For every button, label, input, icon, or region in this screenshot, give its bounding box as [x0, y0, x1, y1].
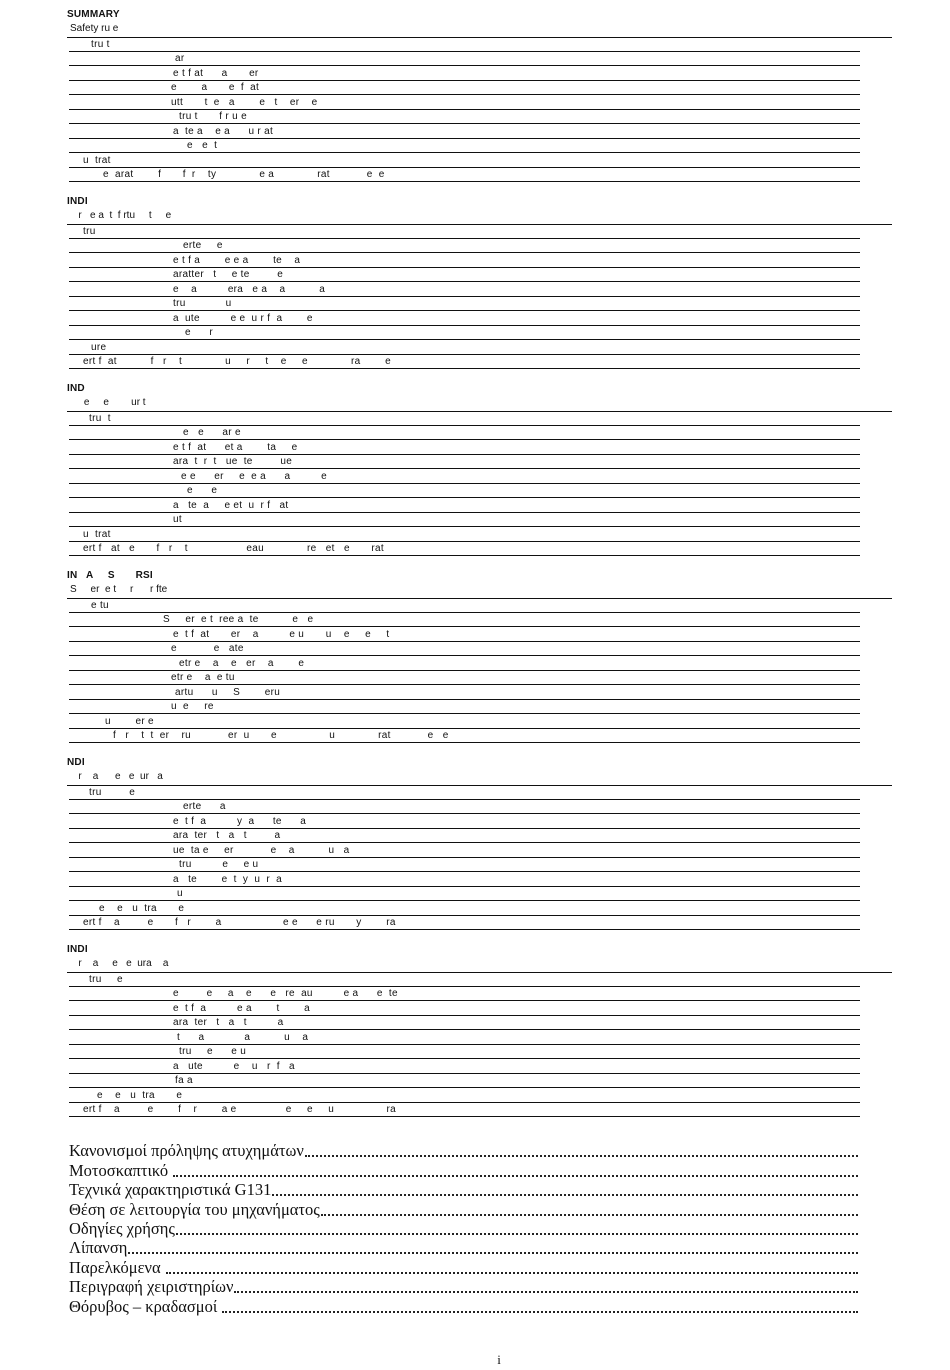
section-subheading: S er e t r r fte: [70, 584, 168, 595]
row-text: e t f a e a t a: [173, 1002, 311, 1014]
row-text: erte a: [183, 801, 226, 812]
section-subheading: r e a t f rtu t e: [70, 210, 172, 221]
row-text: tru e e u: [179, 1046, 247, 1057]
table-row: [69, 1059, 860, 1074]
row-text: erte e: [183, 240, 223, 251]
row-text: e a era e a a a: [173, 283, 326, 295]
row-text: e r: [185, 327, 213, 338]
table-row: [69, 656, 860, 671]
section-subheading: r a e e ur a: [70, 771, 163, 782]
table-row: [69, 714, 860, 729]
row-text: u er e: [105, 715, 154, 727]
toc-entry-label: Μοτοσκαπτικό: [69, 1160, 173, 1180]
table-row: [69, 469, 860, 484]
row-text: a ute e e u r f a e: [173, 312, 313, 324]
row-text: e a e f at: [171, 82, 260, 93]
toc-leader-dots: [321, 1214, 858, 1216]
row-text: u trat: [83, 528, 111, 540]
table-row: [69, 224, 860, 239]
row-text: e e ate: [171, 643, 244, 654]
table-row: [69, 598, 860, 613]
row-text: tru t f r u e: [179, 111, 247, 122]
row-text: a ute e u r f a: [173, 1060, 295, 1072]
section-heading: IND: [67, 383, 85, 394]
table-row: [69, 800, 860, 815]
table-row: [69, 326, 860, 341]
row-text: e t f a e e a te a: [173, 254, 301, 266]
toc-leader-dots: [272, 1194, 858, 1196]
row-text: tru t: [91, 38, 110, 50]
row-text: f r t t er ru er u e u rat e e: [113, 730, 449, 741]
row-text: ara ter t a t a: [173, 830, 281, 841]
table-row: [69, 340, 860, 355]
row-text: a te e t y u r a: [173, 873, 283, 885]
table-row: [69, 671, 860, 686]
table-row: [69, 700, 860, 715]
table-row: [69, 355, 860, 370]
row-text: u e re: [171, 701, 214, 712]
toc-entry-label: Περιγραφή χειριστηρίων: [69, 1277, 234, 1297]
table-row: [69, 901, 860, 916]
table-row: [69, 139, 860, 154]
table-of-contents: [69, 1142, 858, 1317]
table-row: [69, 1030, 860, 1045]
toc-leader-dots: [222, 1311, 858, 1313]
row-text: tru t: [89, 412, 111, 424]
row-text: ure: [91, 341, 107, 353]
table-row: [69, 729, 860, 744]
row-text: e e u tra e: [97, 1089, 183, 1101]
row-text: ara ter t a t a: [173, 1017, 284, 1028]
row-text: e t f at et a ta e: [173, 441, 298, 453]
toc-leader-dots: [305, 1155, 858, 1157]
table-row: [69, 411, 860, 426]
table-row: [69, 253, 860, 268]
toc-entry[interactable]: [69, 1220, 858, 1239]
table-row: [69, 627, 860, 642]
toc-leader-dots: [176, 1233, 858, 1235]
row-text: ert f a e f r a e e e u ra: [83, 1104, 396, 1115]
row-text: etr e a e tu: [171, 672, 235, 683]
toc-entry[interactable]: [69, 1142, 858, 1161]
table-row: [69, 239, 860, 254]
section-subheading: e e ur t: [70, 397, 146, 408]
toc-entry[interactable]: [69, 1181, 858, 1200]
section-heading: SUMMARY: [67, 9, 120, 20]
toc-entry-label: Τεχνικά χαρακτηριστικά G131: [69, 1180, 272, 1200]
row-text: e e: [187, 485, 218, 496]
table-row: [69, 887, 860, 902]
toc-entry-label: Θέση σε λειτουργία του μηχανήματος: [69, 1199, 320, 1219]
table-row: [69, 843, 860, 858]
toc-leader-dots: [234, 1291, 858, 1293]
row-text: e e u tra e: [99, 902, 185, 914]
table-row: [69, 498, 860, 513]
row-text: tru e e u: [179, 859, 259, 870]
table-row: [69, 1016, 860, 1031]
toc-entry[interactable]: [69, 1200, 858, 1219]
row-text: ut: [173, 514, 182, 525]
table-row: [69, 426, 860, 441]
row-text: ert f at f r t u r t e e ra e: [83, 356, 391, 367]
table-row: [69, 1045, 860, 1060]
row-text: ar: [175, 53, 185, 64]
section-subheading: r a e e ura a: [70, 958, 169, 969]
table-row: [69, 297, 860, 312]
row-text: e arat f f r ty e a rat e e: [103, 169, 385, 180]
row-text: u: [177, 888, 183, 899]
toc-entry[interactable]: [69, 1161, 858, 1180]
row-text: tru: [83, 225, 96, 237]
row-text: e t f at a er: [173, 67, 259, 79]
row-text: e tu: [91, 599, 109, 611]
row-text: e e a e e re au e a e te: [173, 988, 398, 999]
table-row: [69, 872, 860, 887]
table-row: [69, 1074, 860, 1089]
table-row: [69, 124, 860, 139]
row-text: ue ta e er e a u a: [173, 844, 350, 856]
row-text: tru u: [173, 298, 232, 309]
section-heading: NDI: [67, 757, 85, 768]
toc-leader-dots: [128, 1252, 858, 1254]
toc-entry-label: Παρελκόμενα: [69, 1257, 165, 1277]
row-text: ara t r t ue te ue: [173, 456, 293, 467]
row-text: ert f at e f r t eau re et e rat: [83, 543, 384, 554]
row-text: etr e a e er a e: [179, 657, 305, 669]
table-row: [69, 527, 860, 542]
toc-entry-label: Οδηγίες χρήσης: [69, 1218, 175, 1238]
table-row: [69, 916, 860, 931]
table-row: [69, 785, 860, 800]
table-row: [69, 814, 860, 829]
toc-entry-label: Κανονισμοί πρόληψης ατυχημάτων: [69, 1141, 304, 1161]
table-row: [69, 613, 860, 628]
table-row: [69, 858, 860, 873]
table-row: [69, 455, 860, 470]
table-row: [69, 110, 860, 125]
row-text: tru e: [89, 786, 136, 798]
table-row: [69, 972, 860, 987]
section-heading: INDI: [67, 196, 88, 207]
table-row: [69, 440, 860, 455]
row-text: t a a u a: [177, 1031, 309, 1043]
table-row: [69, 513, 860, 528]
section-subheading: Safety ru e: [70, 23, 119, 34]
table-row: [69, 484, 860, 499]
table-row: [69, 685, 860, 700]
section-heading: IN A S RSI: [67, 570, 153, 581]
table-row: [69, 268, 860, 283]
table-row: [69, 829, 860, 844]
table-row: [69, 66, 860, 81]
table-row: [69, 37, 860, 52]
table-row: [69, 642, 860, 657]
toc-entry[interactable]: [69, 1239, 858, 1258]
row-text: e e ar e: [183, 427, 241, 438]
table-row: [69, 1001, 860, 1016]
row-text: ert f a e f r a e e e ru y ra: [83, 917, 396, 928]
toc-entry-label: Θόρυβος – κραδασμοί: [69, 1296, 222, 1316]
table-row: [69, 282, 860, 297]
page-number: i: [497, 1352, 501, 1367]
toc-leader-dots: [166, 1272, 858, 1274]
row-text: utt t e a e t er e: [171, 96, 318, 108]
row-text: aratter t e te e: [173, 269, 284, 280]
table-row: [69, 1088, 860, 1103]
table-row: [69, 52, 860, 67]
table-row: [69, 81, 860, 96]
toc-entry-label: Λίπανση: [69, 1238, 128, 1258]
row-text: a te a e et u r f at: [173, 499, 289, 511]
section-heading: INDI: [67, 944, 88, 955]
table-row: [69, 987, 860, 1002]
row-text: e t f at er a e u u e e t: [173, 628, 390, 640]
row-text: e e t: [187, 140, 218, 151]
toc-entry[interactable]: [69, 1297, 858, 1316]
table-row: [69, 153, 860, 168]
toc-entry[interactable]: [69, 1258, 858, 1277]
row-text: a te a e a u r at: [173, 125, 274, 137]
row-text: e e er e e a a e: [181, 470, 327, 482]
table-row: [69, 311, 860, 326]
toc-entry[interactable]: [69, 1278, 858, 1297]
row-text: u trat: [83, 154, 111, 166]
table-row: [69, 1103, 860, 1118]
table-row: [69, 542, 860, 557]
table-row: [69, 168, 860, 183]
toc-leader-dots: [173, 1175, 858, 1177]
row-text: fa a: [175, 1075, 193, 1086]
table-row: [69, 95, 860, 110]
row-text: e t f a y a te a: [173, 815, 307, 827]
row-text: tru e: [89, 973, 123, 985]
row-text: S er e t ree a te e e: [163, 614, 314, 625]
row-text: artu u S eru: [175, 686, 281, 698]
